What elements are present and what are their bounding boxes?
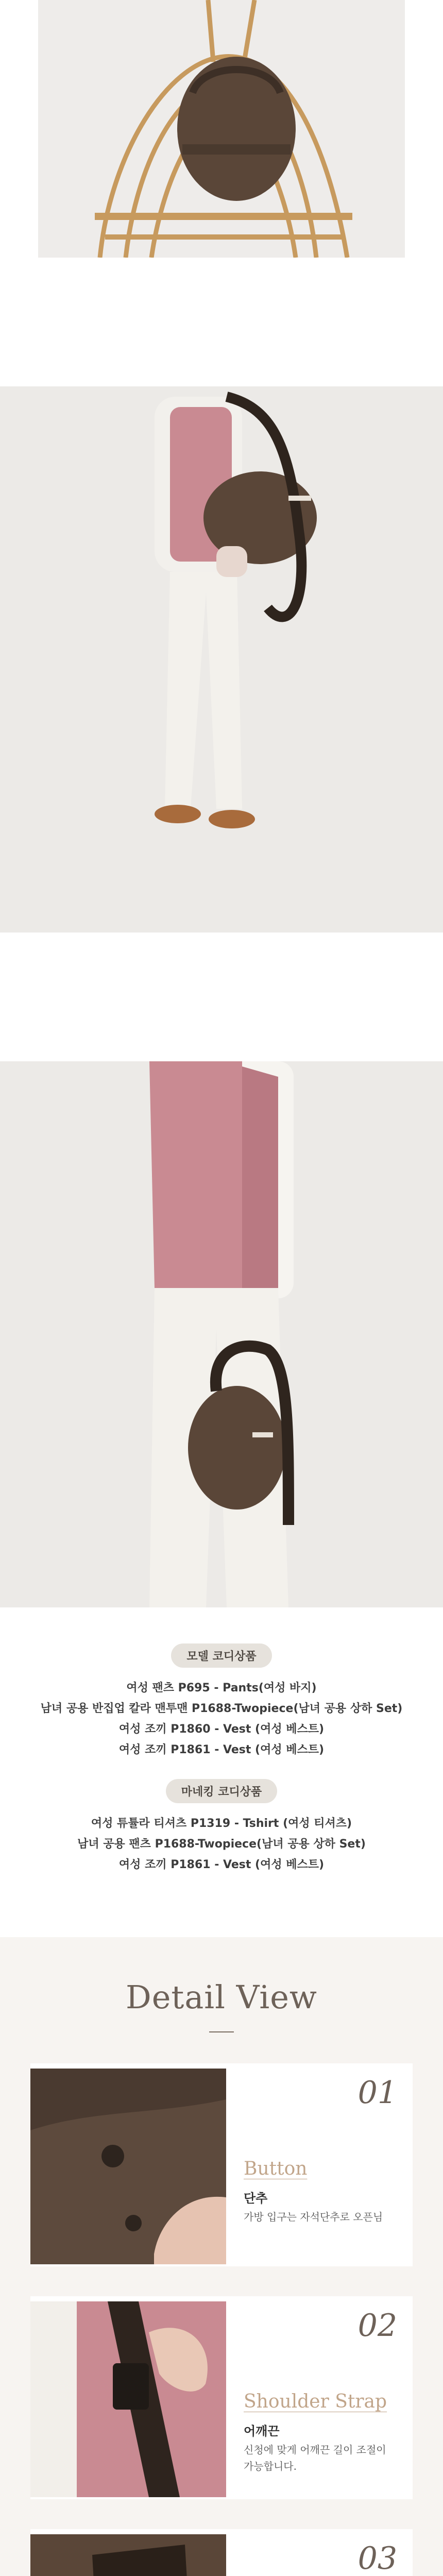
detail-title-ko: 단추: [244, 2191, 268, 2206]
detail-divider: [209, 2031, 234, 2032]
model-coordi-item: 여성 조끼 P1860 - Vest (여성 베스트): [118, 1723, 325, 1736]
model-coordi-label: 모델 코디상품: [171, 1643, 271, 1668]
detail-view-title: Detail View: [126, 1978, 317, 2016]
detail-photo-pocket: [30, 2534, 226, 2576]
detail-description: 가방 입구는 자석단추로 오픈님: [244, 2211, 383, 2223]
detail-card: [30, 2063, 413, 2266]
detail-title-en: Shoulder Strap: [244, 2391, 387, 2412]
detail-number: 01: [357, 2075, 397, 2111]
model-photo-side: [0, 386, 443, 933]
model-coordi-block: [0, 1643, 443, 1760]
detail-description: 신청에 맞게 어깨끈 길이 조절이 가능합니다.: [244, 2444, 386, 2472]
detail-number: 02: [357, 2308, 397, 2344]
model-coordi-item: 여성 팬츠 P695 - Pants(여성 바지): [126, 1682, 317, 1694]
detail-view-section: [0, 1937, 443, 2576]
detail-card: [30, 2296, 413, 2499]
detail-photo-button: [30, 2069, 226, 2264]
mannequin-coordi-block: [0, 1779, 443, 1875]
detail-title-en: Button: [244, 2158, 308, 2179]
model-coordi-item: 여성 조끼 P1861 - Vest (여성 베스트): [118, 1743, 325, 1756]
mannequin-coordi-item: 여성 튜튤라 티셔츠 P1319 - Tshirt (여성 티셔츠): [91, 1817, 352, 1830]
product-photo-chair: [38, 0, 405, 258]
model-coordi-item: 남녀 공용 반집업 칼라 맨투맨 P1688-Twopiece(남녀 공용 상하 Set): [40, 1702, 403, 1715]
mannequin-coordi-item: 여성 조끼 P1861 - Vest (여성 베스트): [118, 1858, 325, 1871]
detail-card: [30, 2529, 413, 2576]
mannequin-coordi-label: 마네킹 코디상품: [166, 1779, 277, 1803]
detail-number: 03: [357, 2540, 397, 2576]
detail-photo-shoulder-strap: [30, 2301, 226, 2497]
mannequin-photo: [0, 1061, 443, 1607]
mannequin-coordi-item: 남녀 공용 팬츠 P1688-Twopiece(남녀 공용 상하 Set): [77, 1838, 366, 1851]
detail-title-ko: 어깨끈: [244, 2424, 280, 2438]
coordination-info: [0, 1607, 443, 1875]
